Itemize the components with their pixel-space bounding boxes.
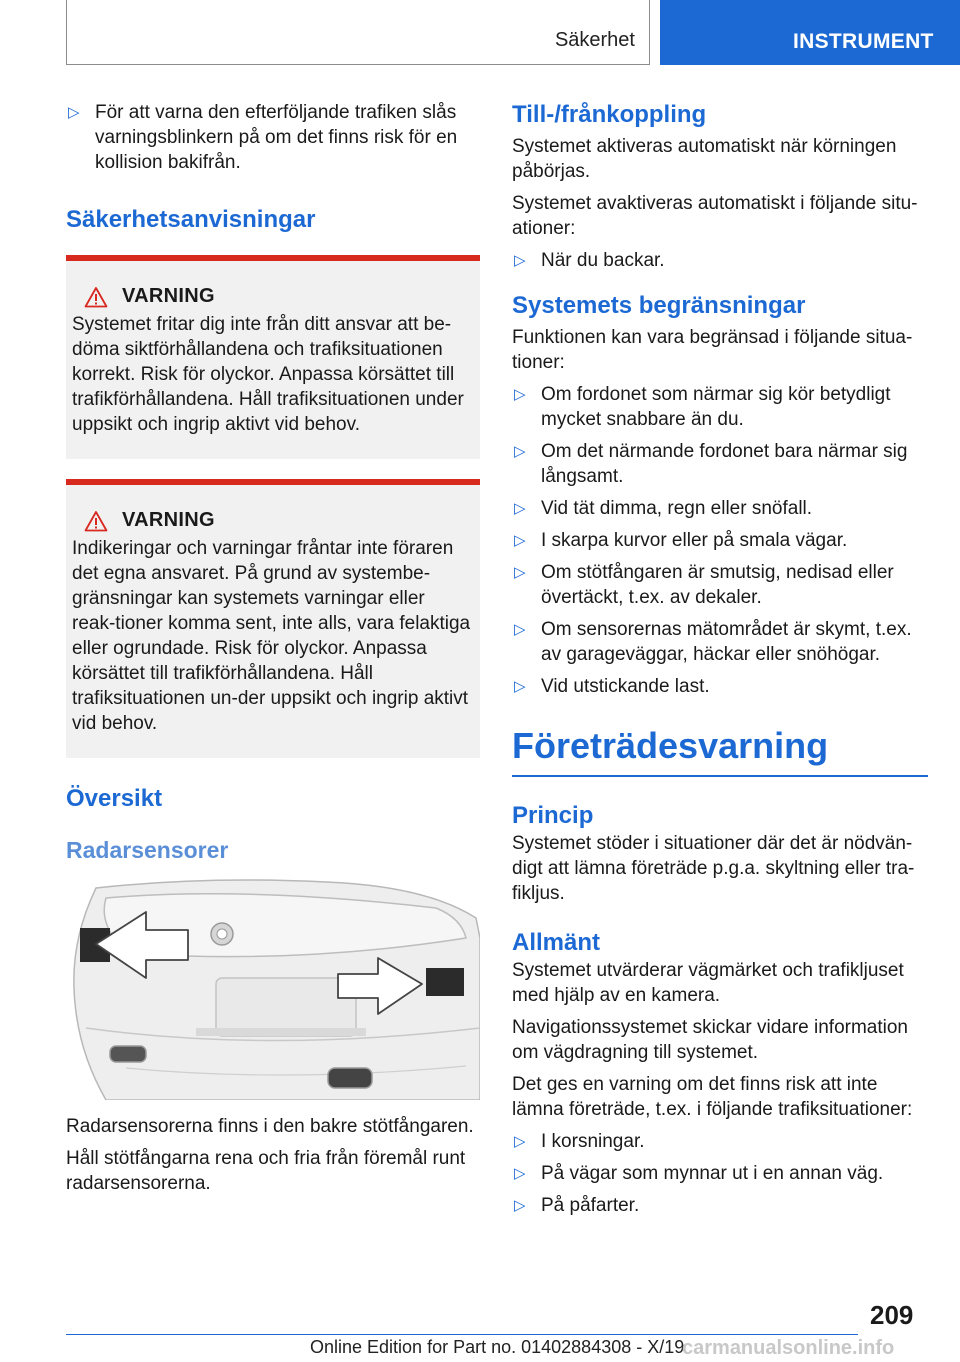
general-paragraph-3: Det ges en varning om det finns risk att inte lämna företräde, t.ex. i följande trafiksituationer: <box>512 1074 913 1120</box>
warning-title-text-1: VARNING <box>122 285 215 307</box>
bullet-triangle-icon: ▷ <box>514 621 526 638</box>
footer-edition: Online Edition for Part no. 01402884308 - X/19 <box>310 1337 685 1357</box>
general-bullet-text: På påfarter. <box>541 1195 640 1216</box>
warning-title-2 <box>84 509 472 532</box>
principle-heading: Princip <box>512 802 594 829</box>
general-paragraph-1: Systemet utvärderar vägmärket och trafikljuset med hjälp av en kamera. <box>512 960 904 1006</box>
bullet-triangle-icon: ▷ <box>514 252 526 269</box>
bullet-triangle-icon: ▷ <box>514 386 526 403</box>
right-column <box>512 100 928 1225</box>
limits-bullet-text: Vid utstickande last. <box>541 676 710 697</box>
bullet-triangle-icon: ▷ <box>514 443 526 460</box>
chapter-heading: Företrädesvarning <box>512 725 829 766</box>
warning-text-1: Systemet fritar dig inte från ditt ansvar att be-döma siktförhållandena och trafiksituationen korrekt. Risk för olyckor. Anpassa körsättet till trafikförhållandena. Håll trafiksituationen under uppsikt och ingrip aktivt vid behov. <box>72 314 464 435</box>
limits-bullet-text: Om det närmande fordonet bara närmar sig långsamt. <box>541 441 908 487</box>
general-bullet-text: På vägar som mynnar ut i en annan väg. <box>541 1163 884 1184</box>
limits-bullet <box>512 617 928 667</box>
intro-bullet <box>66 100 480 175</box>
limits-bullet-text: Vid tät dimma, regn eller snöfall. <box>541 498 813 519</box>
warning-box-2 <box>66 479 480 758</box>
limits-bullet <box>512 496 928 521</box>
bullet-triangle-icon: ▷ <box>514 678 526 695</box>
radar-paragraph-2: Håll stötfångarna rena och fria från föremål runt radarsensorerna. <box>66 1148 466 1194</box>
limits-paragraph: Funktionen kan vara begränsad i följande situa-tioner: <box>512 327 913 373</box>
header-section-box <box>66 0 650 65</box>
general-paragraph-2: Navigationssystemet skickar vidare information om vägdragning till systemet. <box>512 1017 908 1063</box>
principle-paragraph: Systemet stöder i situationer där det är nödvän-digt att lämna företräde p.g.a. skyltning eller tra-fikljus. <box>512 833 915 904</box>
limits-bullet <box>512 674 928 699</box>
bullet-triangle-icon: ▷ <box>514 500 526 517</box>
switch-heading: Till-/frånkoppling <box>512 101 707 128</box>
radar-paragraph-1: Radarsensorerna finns i den bakre stötfångaren. <box>66 1116 474 1137</box>
general-bullet <box>512 1193 928 1218</box>
bullet-triangle-icon: ▷ <box>514 564 526 581</box>
general-bullet <box>512 1161 928 1186</box>
bullet-triangle-icon: ▷ <box>514 532 526 549</box>
general-heading: Allmänt <box>512 929 601 956</box>
limits-bullet-text: Om fordonet som närmar sig kör betydligt mycket snabbare än du. <box>541 384 891 430</box>
intro-bullet-text: För att varna den efterföljande trafiken slås varningsblinkern på om det finns risk för en kollision bakifrån. <box>95 102 458 173</box>
radar-heading: Radarsensorer <box>66 837 229 863</box>
page-number: 209 <box>870 1300 914 1330</box>
general-bullet-text: I korsningar. <box>541 1131 645 1152</box>
switch-bullet-text: När du backar. <box>541 250 665 271</box>
warning-title-text-2: VARNING <box>122 509 215 531</box>
bullet-triangle-icon: ▷ <box>68 104 80 121</box>
chapter-rule <box>512 775 928 777</box>
limits-bullet <box>512 439 928 489</box>
limits-heading: Systemets begränsningar <box>512 292 806 319</box>
warning-box-1 <box>66 255 480 459</box>
limits-bullet-text: I skarpa kurvor eller på smala vägar. <box>541 530 848 551</box>
left-column <box>66 100 480 1203</box>
warning-text-2: Indikeringar och varningar fråntar inte föraren det egna ansvaret. På grund av systembe-gränsningar kan systemets varningar eller reak-tioner komma sent, inte alls, vara felaktiga eller ogrundade. Risk för olyckor. Anpassa körsättet till trafikförhållandena. Håll trafiksituationen un-der uppsikt och ingrip aktivt vid behov. <box>72 538 471 734</box>
limits-bullet <box>512 528 928 553</box>
limits-bullet <box>512 382 928 432</box>
overview-heading: Översikt <box>66 785 163 812</box>
footer-rule <box>66 1334 858 1335</box>
limits-bullet-text: Om sensorernas mätområdet är skymt, t.ex. av garageväggar, häckar eller snöhögar. <box>541 619 912 665</box>
switch-paragraph-2: Systemet avaktiveras automatiskt i följande situ-ationer: <box>512 193 918 239</box>
warning-triangle-icon <box>84 510 108 532</box>
limits-bullet-text: Om stötfångaren är smutsig, nedisad eller övertäckt, t.ex. av dekaler. <box>541 562 894 608</box>
header-section-title: Säkerhet <box>554 29 635 51</box>
safety-heading: Säkerhetsanvisningar <box>66 206 316 233</box>
limits-bullet <box>512 560 928 610</box>
switch-paragraph-1: Systemet aktiveras automatiskt när körningen påbörjas. <box>512 136 897 182</box>
warning-title-1 <box>84 285 472 308</box>
bullet-triangle-icon: ▷ <box>514 1197 526 1214</box>
general-bullet <box>512 1129 928 1154</box>
bullet-triangle-icon: ▷ <box>514 1133 526 1150</box>
watermark: carmanualsonline.info <box>682 1337 895 1359</box>
header-chapter-tab[interactable]: INSTRUMENT <box>660 0 960 65</box>
rear-bumper-radar-illustration <box>66 878 480 1100</box>
bullet-triangle-icon: ▷ <box>514 1165 526 1182</box>
switch-bullet <box>512 248 928 273</box>
warning-triangle-icon <box>84 286 108 308</box>
